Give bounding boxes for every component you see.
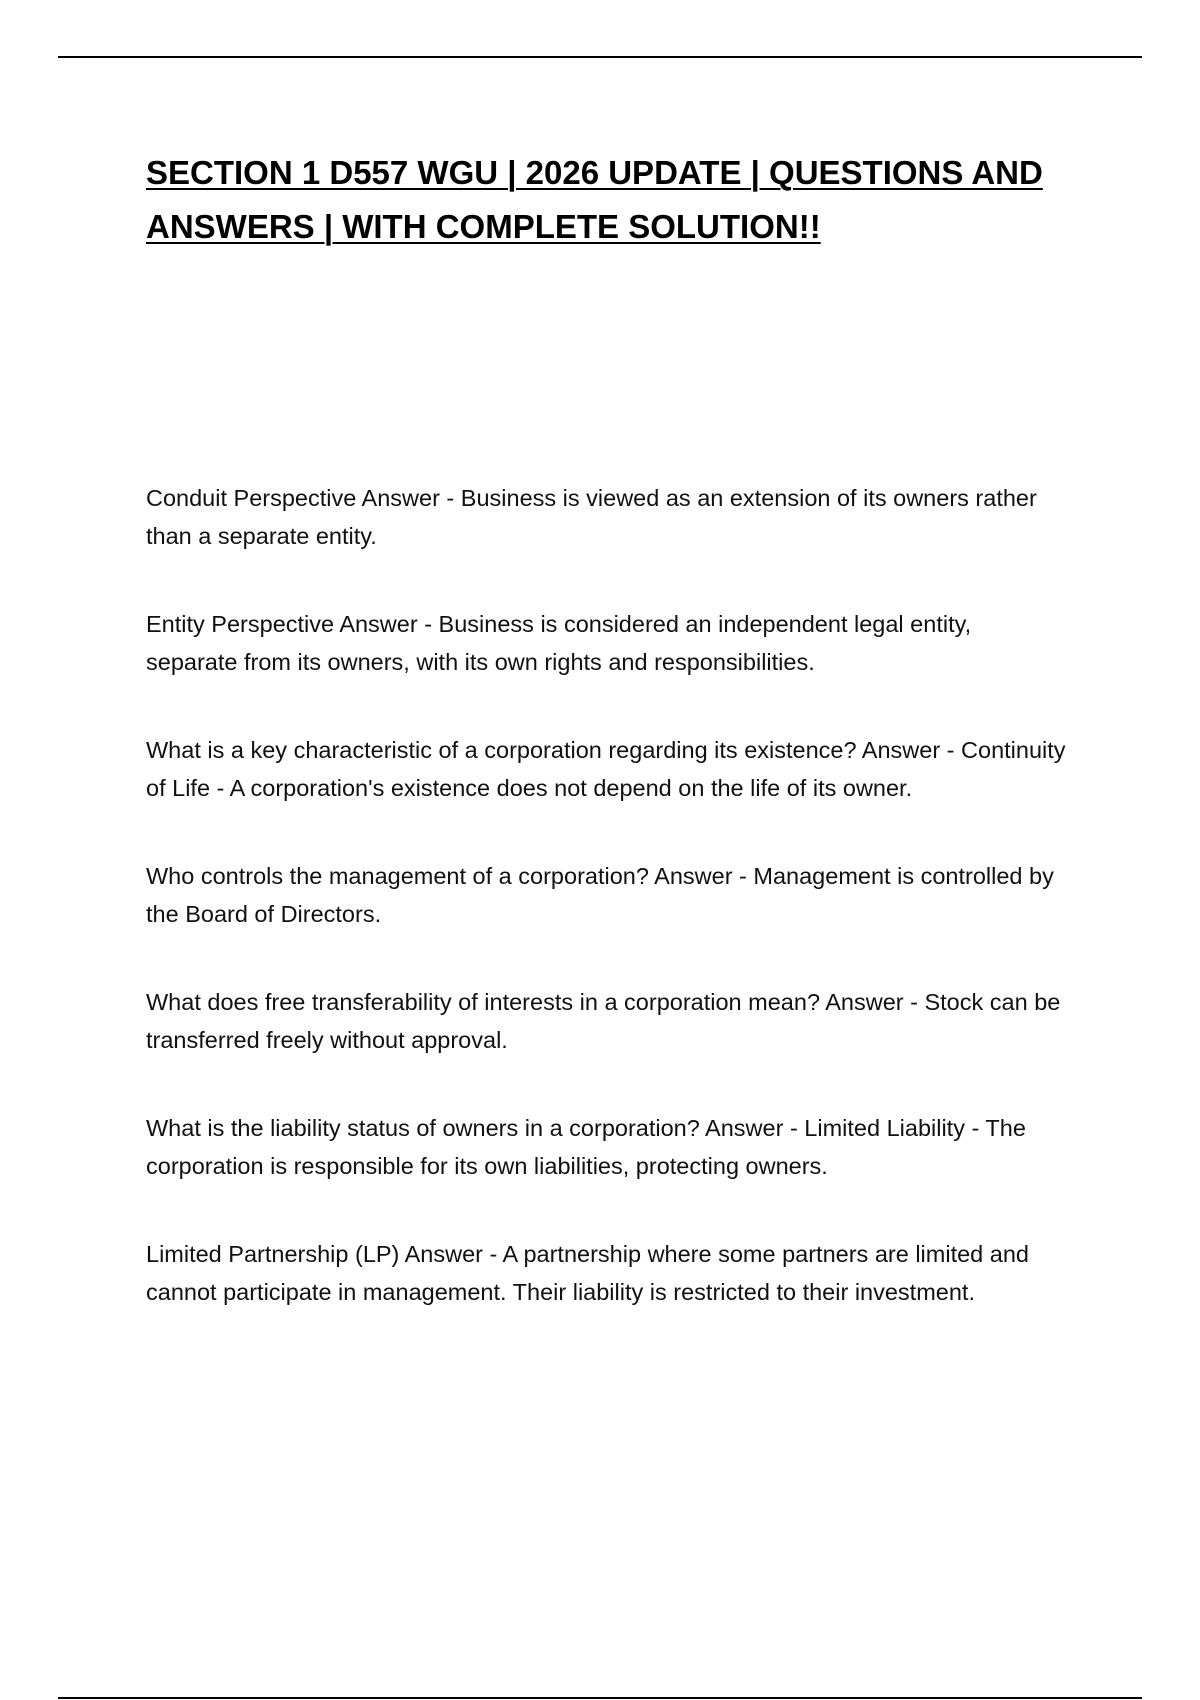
qa-item: Conduit Perspective Answer - Business is viewed as an extension of its owners rather than a separate entity. [146, 485, 1037, 549]
qa-item: What is the liability status of owners in a corporation? Answer - Limited Liability - The corporation is responsible for its own liabilities, protecting owners. [146, 1115, 1026, 1179]
bottom-divider [58, 1697, 1142, 1699]
qa-item: Limited Partnership (LP) Answer - A partnership where some partners are limited and cannot participate in management. Their liability is restricted to their investment. [146, 1241, 1029, 1305]
document-title: SECTION 1 D557 WGU | 2026 UPDATE | QUESTIONS AND ANSWERS | WITH COMPLETE SOLUTION!! [146, 154, 1043, 245]
qa-item: Entity Perspective Answer - Business is considered an independent legal entity, separate from its owners, with its own rights and responsibilities. [146, 611, 972, 675]
qa-item: What does free transferability of interests in a corporation mean? Answer - Stock can be transferred freely without approval. [146, 989, 1061, 1053]
qa-list [146, 480, 1066, 1362]
qa-item: Who controls the management of a corporation? Answer - Management is controlled by the Board of Directors. [146, 863, 1054, 927]
top-divider [58, 56, 1142, 58]
qa-item: What is a key characteristic of a corporation regarding its existence? Answer - Continuity of Life - A corporation's existence does not depend on the life of its owner. [146, 737, 1066, 801]
